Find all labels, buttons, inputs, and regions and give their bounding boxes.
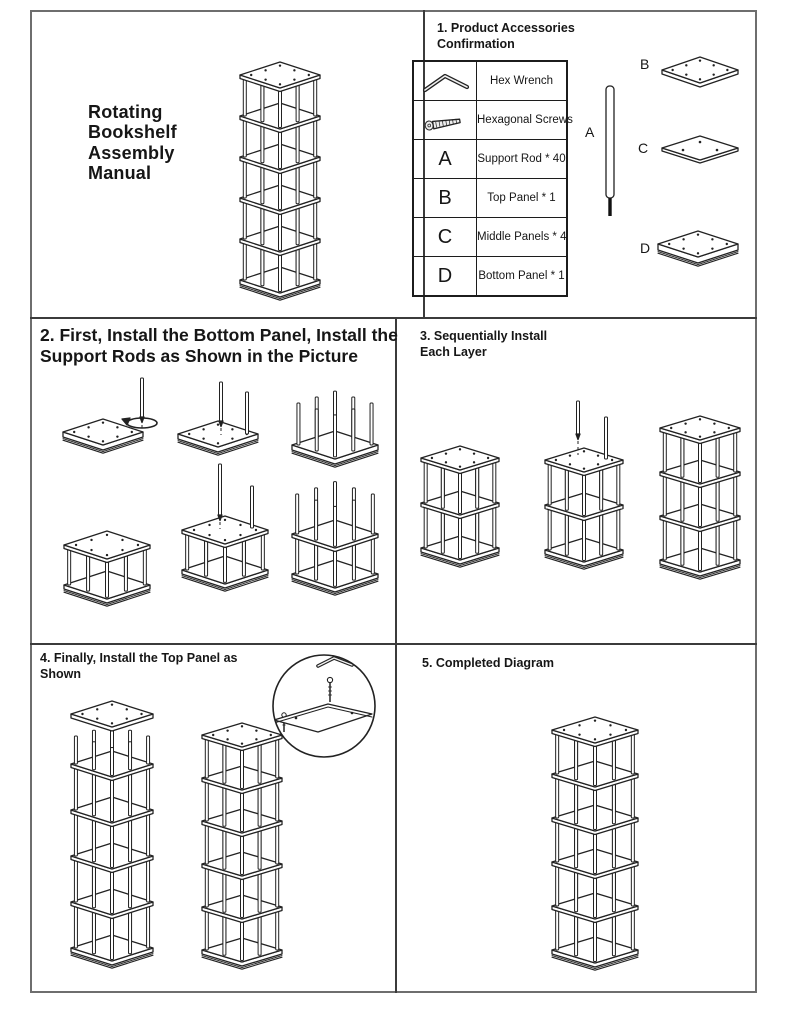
accessories-title: 1. Product Accessories Confirmation [437, 21, 575, 51]
accessories-table [412, 60, 573, 297]
hex-wrench-cell [414, 62, 477, 100]
step3-diagram-2 [532, 395, 642, 565]
accessory-label: Support Rod * 40 [477, 153, 566, 165]
cover-bookshelf-drawing [190, 40, 370, 310]
step3-title: 3. Sequentially Install Each Layer [420, 329, 548, 359]
step2-diagram-4 [52, 495, 167, 605]
step3-diagram-3 [645, 405, 757, 573]
accessory-label: Hex Wrench [489, 75, 554, 87]
table-row [414, 178, 566, 217]
accessory-label: Hexagonal Screws [477, 114, 573, 126]
middle-panel-drawing [645, 128, 750, 183]
table-row [414, 217, 566, 256]
step2-diagram-6 [280, 462, 400, 592]
step2-title: 2. First, Install the Bottom Panel, Install the Support Rods as Shown in the Picture [40, 325, 398, 367]
top-panel-drawing [645, 45, 750, 105]
bottom-panel-label: D [640, 240, 651, 256]
table-row [414, 100, 573, 139]
bottom-panel-drawing [643, 220, 753, 285]
support-rod-label: A [585, 124, 595, 140]
accessory-label: Bottom Panel * 1 [478, 270, 565, 282]
step3-diagram-1 [408, 438, 518, 563]
cover-title: Rotating Bookshelf Assembly Manual [88, 102, 177, 183]
step2-diagram-2 [163, 372, 278, 467]
support-rod-drawing [590, 82, 635, 227]
step4-title: 4. Finally, Install the Top Panel as Shown [40, 651, 238, 681]
hexagonal-screw-icon [418, 104, 472, 136]
table-row [414, 62, 566, 100]
step5-title: 5. Completed Diagram [422, 656, 554, 670]
part-key: A [414, 140, 477, 178]
step4-diagram-1 [50, 688, 180, 968]
accessory-label: Middle Panels * 4 [477, 231, 567, 243]
top-panel-label: B [640, 56, 650, 72]
step2-diagram-1 [45, 372, 170, 472]
part-key: C [414, 218, 477, 256]
divider-horizontal-1 [30, 317, 757, 319]
middle-panel-label: C [638, 140, 649, 156]
table-row [414, 256, 566, 295]
step2-diagram-5 [170, 458, 285, 590]
step4-magnifier-detail [268, 650, 383, 765]
divider-horizontal-2 [30, 643, 757, 645]
accessory-label: Top Panel * 1 [487, 192, 556, 204]
hex-wrench-icon [418, 65, 472, 97]
table-row [414, 139, 566, 178]
part-key: B [414, 179, 477, 217]
completed-bookshelf-drawing [520, 698, 670, 968]
screw-cell [414, 101, 477, 139]
part-key: D [414, 257, 477, 295]
